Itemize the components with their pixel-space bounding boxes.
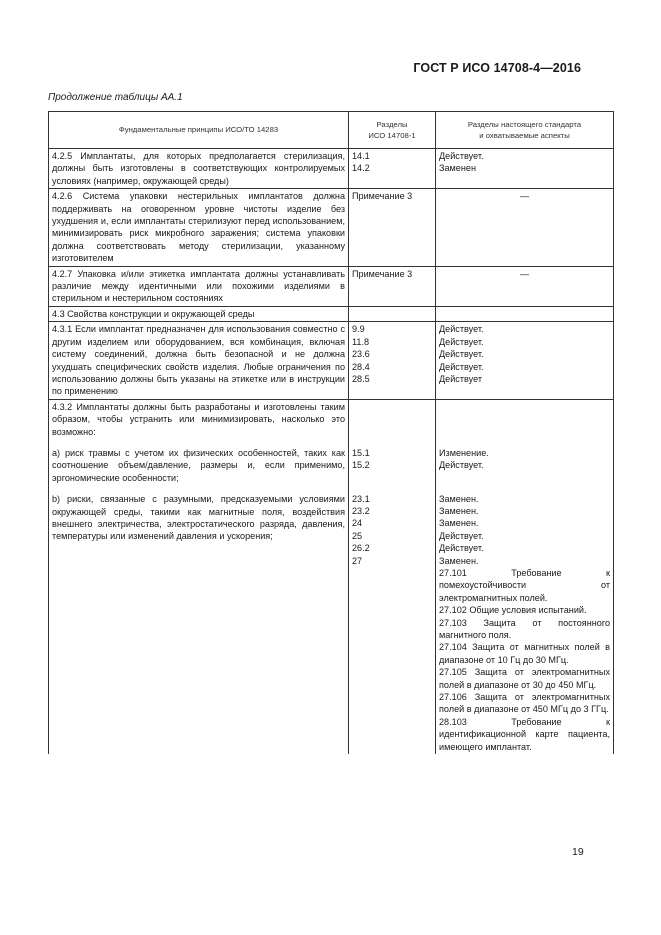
section-ref: 28.5: [352, 373, 370, 384]
sections-cell: [349, 189, 436, 266]
section-ref: 15.1: [352, 447, 370, 458]
section-ref: 26.2: [352, 543, 370, 554]
header-standard-sections: [436, 112, 614, 149]
spacer: [352, 401, 432, 447]
table-row: [49, 149, 614, 189]
section-ref: 27: [352, 555, 363, 566]
table-caption: Продолжение таблицы АА.1: [48, 92, 183, 103]
aspect-status: Действует.: [439, 336, 484, 347]
principle-item-a: а) риск травмы с учетом их физических особенностей, таких как соотношение объем/давление, размеры и, если применимо, эргономические особенности;: [52, 447, 345, 483]
aspect-status: Действует.: [439, 530, 484, 541]
spacer: [439, 401, 610, 447]
aspect-detail: 27.103 Защита от постоянного магнитного поля.: [439, 617, 610, 640]
page-number: 19: [572, 846, 584, 858]
aspect-detail: 27.101 Требование к помехоустойчивости от электромагнитных полей.: [439, 567, 610, 603]
correspondence-table: [48, 111, 614, 754]
section-ref: 23.1: [352, 493, 370, 504]
principle-cell: 4.2.7 Упаковка и/или этикетка имплантата должны устанавливать различие между идентичными или похожими изделиями в стерильном и нестерильном состояниях: [49, 266, 349, 306]
aspect-status: Действует.: [439, 349, 484, 360]
principle-cell: 4.2.5 Имплантаты, для которых предполагается стерилизация, должны быть изготовлены в соответствующих контролируемых условиях (например, окружающей среды): [49, 149, 349, 189]
aspect-detail: 28.103 Требование к идентификационной карте пациента, имеющего имплантат.: [439, 716, 610, 752]
principle-item-b: b) риски, связанные с разумными, предсказуемыми условиями окружающей среды, такими как магнитные поля, воздействия внешнего электричества, электростатического разряда, давления, температуры или изменений давления и ускорения;: [52, 494, 345, 542]
aspects-cell: [436, 189, 614, 266]
section-ref: 14.1: [352, 151, 370, 161]
document-id-header: ГОСТ Р ИСО 14708-4—2016: [413, 61, 581, 75]
spacer: [352, 472, 432, 493]
spacer: [439, 472, 610, 493]
aspects-cell: [436, 306, 614, 321]
section-ref: Примечание 3: [352, 268, 413, 279]
aspect-status: Действует.: [439, 324, 484, 335]
aspect-status: Действует.: [439, 460, 484, 471]
aspect-dash: —: [519, 191, 530, 202]
principle-cell: 4.3.1 Если имплантат предназначен для использования совместно с другим изделием или оборудованием, вся комбинация, включая систему соединений, должна быть безопасной и не должна ухудшать специфических свойств изделия. Любые ограничения по использованию должны быть указаны на этикетке или в инструкции по применению: [49, 322, 349, 399]
sections-cell: [349, 266, 436, 306]
sections-cell: [349, 149, 436, 189]
aspect-status: Заменен.: [439, 505, 479, 516]
aspects-cell: [436, 149, 614, 189]
aspect-status: Заменен.: [439, 518, 479, 529]
aspect-status: Изменение.: [439, 447, 489, 458]
aspect-detail: 27.104 Защита от магнитных полей в диапазоне от 10 Гц до 30 МГц.: [439, 642, 610, 665]
principle-cell: 4.2.6 Система упаковки нестерильных имплантатов должна поддерживать на оговоренном уровне чистоты изделие без ухудшения и, если имплантаты стерилизуют перед использованием, минимизировать риск микробного заражения; система упаковки должна соответствовать методу стерилизации, указанному изготовителем: [49, 189, 349, 266]
table-row: [49, 399, 614, 754]
principle-cell: [49, 399, 349, 754]
header-iso-sections-line1: Разделы: [376, 119, 408, 129]
aspect-detail: 27.106 Защита от электромагнитных полей в диапазоне от 450 МГц до 3 ГГц.: [439, 692, 610, 715]
sections-cell: [349, 399, 436, 754]
section-ref: 23.6: [352, 349, 370, 360]
section-ref: Примечание 3: [352, 191, 413, 202]
section-ref: 11.8: [352, 336, 370, 347]
aspects-cell: [436, 399, 614, 754]
section-ref: 28.4: [352, 361, 370, 372]
table-row: [49, 266, 614, 306]
section-ref: 24: [352, 518, 363, 529]
aspect-status: Действует.: [439, 543, 484, 554]
section-ref: 9.9: [352, 324, 365, 335]
sections-cell: [349, 306, 436, 321]
section-ref: 15.2: [352, 460, 370, 471]
aspect-detail: 27.105 Защита от электромагнитных полей в диапазоне от 30 до 450 МГц.: [439, 667, 610, 690]
section-ref: 14.2: [352, 163, 370, 174]
header-principles: Фундаментальные принципы ИСО/ТО 14283: [49, 112, 349, 149]
table-row: [49, 189, 614, 266]
sections-cell: [349, 322, 436, 399]
spacer: [52, 484, 345, 493]
aspects-cell: [436, 266, 614, 306]
aspect-status: Заменен.: [439, 493, 479, 504]
table-row: [49, 306, 614, 321]
aspect-detail: 27.102 Общие условия испытаний.: [439, 605, 587, 616]
aspect-status: Действует: [439, 373, 483, 384]
header-iso-sections-line2: ИСО 14708-1: [368, 131, 416, 140]
header-standard-sections-line1: Разделы настоящего стандарта: [467, 119, 582, 129]
aspects-cell: [436, 322, 614, 399]
aspect-dash: —: [519, 268, 530, 279]
principle-cell: 4.3 Свойства конструкции и окружающей среды: [49, 306, 349, 321]
aspect-status: Действует.: [439, 361, 484, 372]
principle-intro: 4.3.2 Имплантаты должны быть разработаны и изготовлены таким образом, чтобы устранить или минимизировать, насколько это возможно:: [52, 401, 345, 437]
spacer: [52, 438, 345, 447]
table-header-row: [49, 112, 614, 149]
aspect-status: Заменен: [439, 163, 476, 174]
table-row: [49, 322, 614, 399]
header-standard-sections-line2: и охватываемые аспекты: [479, 131, 570, 140]
aspect-status: Действует.: [439, 151, 484, 161]
section-ref: 25: [352, 530, 363, 541]
aspect-status: Заменен.: [439, 555, 479, 566]
header-iso-sections: [349, 112, 436, 149]
section-ref: 23.2: [352, 505, 370, 516]
